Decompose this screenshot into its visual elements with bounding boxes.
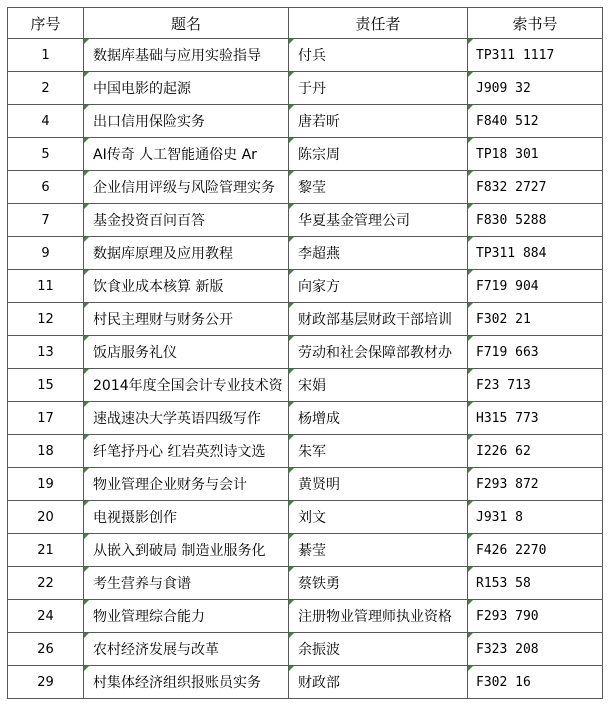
table-row — [8, 402, 603, 435]
cell-author[interactable]: 朱军 — [289, 435, 468, 468]
table-row — [8, 633, 603, 666]
cell-call[interactable]: F23 713 — [468, 369, 603, 402]
cell-num[interactable]: 9 — [8, 237, 84, 270]
cell-call[interactable]: TP18 301 — [468, 138, 603, 171]
cell-title[interactable]: 电视摄影创作 — [84, 501, 289, 534]
cell-title[interactable]: 数据库基础与应用实验指导 — [84, 39, 289, 72]
cell-num[interactable]: 11 — [8, 270, 84, 303]
table-row — [8, 138, 603, 171]
cell-call[interactable]: TP311 884 — [468, 237, 603, 270]
cell-call[interactable]: F832 2727 — [468, 171, 603, 204]
table-row — [8, 204, 603, 237]
table-row — [8, 600, 603, 633]
cell-title[interactable]: 考生营养与食谱 — [84, 567, 289, 600]
cell-call[interactable]: R153 58 — [468, 567, 603, 600]
cell-num[interactable]: 26 — [8, 633, 84, 666]
cell-author[interactable]: 余振波 — [289, 633, 468, 666]
cell-num[interactable]: 18 — [8, 435, 84, 468]
cell-title[interactable]: 出口信用保险实务 — [84, 105, 289, 138]
cell-title[interactable]: 纤笔抒丹心 红岩英烈诗文选 — [84, 435, 289, 468]
cell-title[interactable]: 中国电影的起源 — [84, 72, 289, 105]
cell-num[interactable]: 15 — [8, 369, 84, 402]
cell-call[interactable]: I226 62 — [468, 435, 603, 468]
cell-call[interactable]: F426 2270 — [468, 534, 603, 567]
cell-call[interactable]: F302 21 — [468, 303, 603, 336]
cell-author[interactable]: 黎莹 — [289, 171, 468, 204]
cell-author[interactable]: 财政部基层财政干部培训 — [289, 303, 468, 336]
cell-title[interactable]: 饭店服务礼仪 — [84, 336, 289, 369]
cell-author[interactable]: 向家方 — [289, 270, 468, 303]
cell-title[interactable]: 饮食业成本核算 新版 — [84, 270, 289, 303]
cell-title[interactable]: 村集体经济组织报账员实务 — [84, 666, 289, 699]
cell-num[interactable]: 2 — [8, 72, 84, 105]
table-row — [8, 39, 603, 72]
cell-author[interactable]: 蔡铁勇 — [289, 567, 468, 600]
table-row — [8, 72, 603, 105]
table-row — [8, 435, 603, 468]
cell-num[interactable]: 6 — [8, 171, 84, 204]
cell-num[interactable]: 13 — [8, 336, 84, 369]
cell-num[interactable]: 4 — [8, 105, 84, 138]
table-row — [8, 369, 603, 402]
header-call[interactable]: 索书号 — [468, 8, 603, 39]
header-title[interactable]: 题名 — [84, 8, 289, 39]
cell-title[interactable]: 基金投资百问百答 — [84, 204, 289, 237]
table-row — [8, 171, 603, 204]
cell-call[interactable]: TP311 1117 — [468, 39, 603, 72]
cell-num[interactable]: 7 — [8, 204, 84, 237]
cell-author[interactable]: 付兵 — [289, 39, 468, 72]
table-row — [8, 105, 603, 138]
cell-author[interactable]: 财政部 — [289, 666, 468, 699]
cell-title[interactable]: 2014年度全国会计专业技术资 — [84, 369, 289, 402]
cell-num[interactable]: 12 — [8, 303, 84, 336]
table-row — [8, 666, 603, 699]
table-row — [8, 468, 603, 501]
table-row — [8, 534, 603, 567]
cell-author[interactable]: 于丹 — [289, 72, 468, 105]
table-row — [8, 567, 603, 600]
cell-call[interactable]: F293 790 — [468, 600, 603, 633]
cell-author[interactable]: 李超燕 — [289, 237, 468, 270]
cell-author[interactable]: 綦莹 — [289, 534, 468, 567]
cell-call[interactable]: H315 773 — [468, 402, 603, 435]
cell-call[interactable]: J909 32 — [468, 72, 603, 105]
table-row — [8, 237, 603, 270]
header-author[interactable]: 责任者 — [289, 8, 468, 39]
cell-author[interactable]: 唐若昕 — [289, 105, 468, 138]
cell-num[interactable]: 22 — [8, 567, 84, 600]
cell-title[interactable]: 速战速决大学英语四级写作 — [84, 402, 289, 435]
cell-call[interactable]: F719 663 — [468, 336, 603, 369]
table-row — [8, 270, 603, 303]
cell-title[interactable]: 数据库原理及应用教程 — [84, 237, 289, 270]
cell-title[interactable]: 村民主理财与财务公开 — [84, 303, 289, 336]
cell-call[interactable]: F719 904 — [468, 270, 603, 303]
cell-author[interactable]: 陈宗周 — [289, 138, 468, 171]
cell-author[interactable]: 宋娟 — [289, 369, 468, 402]
cell-call[interactable]: J931 8 — [468, 501, 603, 534]
cell-title[interactable]: 物业管理企业财务与会计 — [84, 468, 289, 501]
cell-title[interactable]: 从嵌入到破局 制造业服务化 — [84, 534, 289, 567]
cell-call[interactable]: F302 16 — [468, 666, 603, 699]
cell-num[interactable]: 19 — [8, 468, 84, 501]
cell-title[interactable]: 物业管理综合能力 — [84, 600, 289, 633]
cell-title[interactable]: 企业信用评级与风险管理实务 — [84, 171, 289, 204]
cell-author[interactable]: 黄贤明 — [289, 468, 468, 501]
table-row — [8, 303, 603, 336]
cell-call[interactable]: F293 872 — [468, 468, 603, 501]
cell-author[interactable]: 劳动和社会保障部教材办 — [289, 336, 468, 369]
cell-num[interactable]: 29 — [8, 666, 84, 699]
cell-author[interactable]: 注册物业管理师执业资格 — [289, 600, 468, 633]
cell-author[interactable]: 刘文 — [289, 501, 468, 534]
cell-num[interactable]: 24 — [8, 600, 84, 633]
cell-num[interactable]: 20 — [8, 501, 84, 534]
cell-call[interactable]: F830 5288 — [468, 204, 603, 237]
cell-title[interactable]: 农村经济发展与改革 — [84, 633, 289, 666]
table-row — [8, 501, 603, 534]
cell-num[interactable]: 21 — [8, 534, 84, 567]
cell-num[interactable]: 1 — [8, 39, 84, 72]
cell-call[interactable]: F840 512 — [468, 105, 603, 138]
table-row — [8, 336, 603, 369]
header-row — [8, 8, 603, 39]
header-num[interactable]: 序号 — [8, 8, 84, 39]
cell-num[interactable]: 17 — [8, 402, 84, 435]
cell-author[interactable]: 华夏基金管理公司 — [289, 204, 468, 237]
cell-num[interactable]: 5 — [8, 138, 84, 171]
cell-call[interactable]: F323 208 — [468, 633, 603, 666]
cell-title[interactable]: AI传奇 人工智能通俗史 Ar — [84, 138, 289, 171]
book-table — [7, 7, 603, 699]
cell-author[interactable]: 杨增成 — [289, 402, 468, 435]
